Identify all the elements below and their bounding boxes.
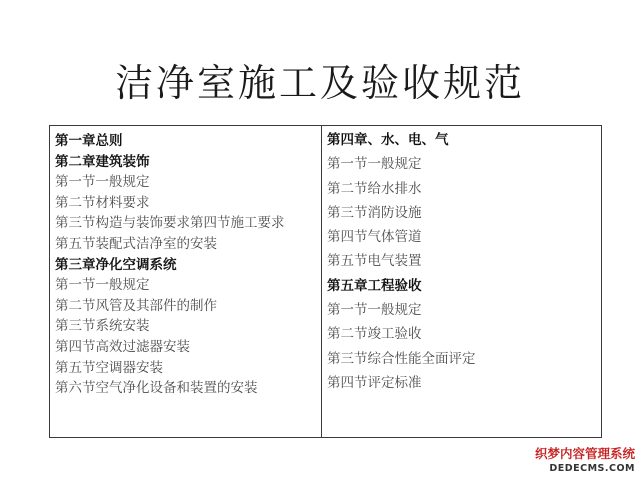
column-divider [321, 125, 322, 438]
section-item: 第三节构造与装饰要求第四节施工要求 [55, 215, 285, 232]
section-item: 第一节一般规定 [327, 156, 422, 173]
section-item: 第三节消防设施 [327, 204, 422, 221]
section-item: 第三节系统安装 [55, 318, 150, 335]
section-item: 第五节电气装置 [327, 253, 422, 270]
section-item: 第二节风管及其部件的制作 [55, 297, 217, 314]
section-item: 第一节一般规定 [55, 277, 150, 294]
section-item: 第一节一般规定 [55, 174, 150, 191]
watermark-logo [531, 444, 635, 474]
section-item: 第五节空调器安装 [55, 359, 163, 376]
section-item: 第五节装配式洁净室的安装 [55, 235, 217, 252]
section-item: 第二节给水排水 [327, 180, 422, 197]
watermark-text: 织梦内容管理系统 [534, 446, 635, 461]
section-item: 第三节综合性能全面评定 [327, 350, 476, 367]
chapter-heading: 第五章工程验收 [327, 277, 422, 294]
section-item: 第二节竣工验收 [327, 326, 422, 343]
section-item: 第二节材料要求 [55, 194, 150, 211]
section-item: 第四节评定标准 [327, 374, 422, 391]
page-title: 洁净室施工及验收规范 [114, 61, 525, 105]
section-item: 第四节气体管道 [327, 229, 422, 246]
section-item: 第六节空气净化设备和装置的安装 [55, 380, 258, 397]
section-item: 第一节一般规定 [327, 302, 422, 319]
chapter-heading: 第二章建筑装饰 [55, 153, 150, 170]
chapter-heading: 第三章净化空调系统 [55, 256, 177, 273]
section-item: 第四节高效过滤器安装 [55, 338, 190, 355]
chapter-heading: 第一章总则 [55, 133, 123, 149]
chapter-heading: 第四章、水、电、气 [327, 132, 449, 148]
left-column [55, 131, 285, 399]
watermark-domain: DEDECMS.COM [549, 463, 635, 474]
right-column [327, 128, 476, 395]
